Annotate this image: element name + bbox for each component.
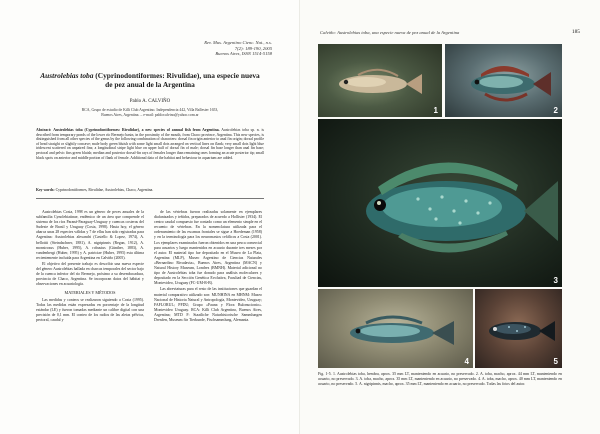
- fish-photo-3: [318, 119, 562, 287]
- title-species: Austrolebias toba: [40, 71, 94, 80]
- article-author: Pablo A. CALVIÑO: [129, 99, 171, 104]
- methods-paragraph-3: Las abreviaturas para el resto de las instituciones que guardan el material comparativo utilizado son: MUNHINA en MHNM: Museo Nacional de Historia Natural y Antropología, Montevideo, Uruguay; FAFLORUL; PFDU; Grupo «Fauna y Flora Bulonucionio». Montevideo Uruguay. RCA: Killi Club Argentino, Buenos Aires, Argentina; MTD F: Staatliche Naturhistorische Sammlungen Dresden, Museum für Tierkunde, Fischsammlung, Alemania.: [154, 287, 262, 322]
- methods-paragraph-1: Las medidas y conteos se realizaron siguiendo a Costa (1995). Todas las medidas están expresadas en porcentaje de la longitud estándar (LE) y fueron tomadas mediante un calibre digital con una precisión de 0,1 mm. El conteo de los radios de las aletas pélvica, pectoral, caudal y: [36, 297, 144, 322]
- journal-name: Rev. Mus. Argentino Cienc. Nat., n.s.: [204, 40, 272, 45]
- author-affiliation: [40, 108, 260, 118]
- article-title: [40, 72, 260, 89]
- figure-caption: Fig. 1-5. 1. Austrolebias toba, hembra, aprox. 35 mm LT, manteniendo en acuario, no preservado. 2. A. toba, macho, aprox. 44 mm LT, manteniendo en acuario, no preservado. 3. A. toba, macho, aprox. 35 mm LT, manteniendo en acuario, no preservado. 4. A. toba, macho, aprox. 40 mm LT, manteniendo en acuario, no preservado. 5. A. nigripinnis, macho, aprox. 35 mm LT, manteniendo en acuario, no preservado. Todas las fotos del autor.: [318, 372, 562, 386]
- methods-paragraph-2: de las vértebras fueron realizadas solamente en ejemplares diafanizados y teñidos, preparados de acuerdo a Hollister (1934). El centro caudal compuesto fue contado como un elemento simple en el recuento de vértebras. En la nomenclatura utilizada para el ordenamiento de las escamas frontales se sigue a Hoedeman (1958) y en la terminología para los neuromastos cefálicos a Costa (2001). Los ejemplares examinados fueron obtenidos en una pesca comercial para acuarios y luego mantenidos en acuario durante tres meses por el autor. El material tipo fue depositado en el Museo de La Plata, Argentina (MLP), Museo Argentino de Ciencias Naturales «Bernardino Rivadavia», Buenos Aires, Argentina (MACN) y Natural History Museum, Londres (BMNH). Material adicional no tipo de Austrolebias toba fue donado para análisis moleculares y depositado en la Sección Genética Evolutiva, Facultad de Ciencias, Montevideo, Uruguay (FC-UM-R-B).: [154, 210, 262, 286]
- male-fish-side-illustration: [318, 289, 473, 368]
- intro-paragraph-2: El objetivo del presente trabajo es describir una nueva especie del género Austrolebias hallada en charcas temporales del sector bajo de la cuenca inferior del río Bermejo, próximo a su desembocadura, provincia de Chaco, Argentina. Se incorporan datos del hábitat y observaciones en acuariología.: [36, 261, 144, 287]
- affiliation-line-2: Buenos Aires, Argentina. – e-mail: pablocalvino@yahoo.com.ar: [101, 112, 199, 117]
- male-fish-illustration: [445, 44, 562, 117]
- abstract: [36, 128, 264, 160]
- photo-number-2: 2: [553, 106, 558, 115]
- journal-volume: 7(2): 189-190, 2005: [234, 45, 272, 51]
- keywords-list: Cyprinodontiformes, Rivulidae, Austrolebias, Chaco, Argentina.: [55, 188, 154, 192]
- body-column-2: [154, 210, 262, 324]
- photo-number-1: 1: [433, 106, 438, 115]
- methods-heading: MATERIALES Y MÉTODOS: [64, 290, 116, 296]
- journal-citation: [204, 40, 272, 57]
- male-fish-closeup-illustration: [318, 119, 562, 287]
- abstract-body: Austrolebias toba sp. n. is described from temporary ponds of the lower río Bermejo basin, in the proximity of the mouth, from Chaco province, Argentina. This new species, is distinguished from all other species of the genus by the following combination of characters: dorsal fin origin anterior to anal fin origin; dorsal profile of head straight or slightly concave; male body green bluish with some light small dots arranged on vertical lines on flank; very small dots light blue iridescent scattered on unpaired fins; a longitudinal stripe light blue on upper half of dorsal fin of male; dorsal fin base longer than anal fin base; pectoral and pelvic fins green bluish; median and posterior dorsal-fin rays of females longer than remaining ones forming an acute posterior tip; small black spots on anterior and middle portion of flank of female. Additional data of the habitat and behaviour in aquarium are added.: [36, 128, 264, 160]
- female-fish-illustration: [318, 44, 442, 117]
- fish-photo-1: [318, 44, 442, 117]
- running-head: Calviño: Austrolebias toba, una especie nueva de pez anual de la Argentina: [320, 30, 460, 35]
- keywords: [36, 188, 264, 193]
- abstract-divider: [36, 198, 264, 199]
- fish-photo-4: [318, 289, 473, 368]
- abstract-label: Abstract:: [36, 128, 52, 132]
- body-column-1: [36, 210, 144, 324]
- nigripinnis-fish-illustration: [475, 289, 562, 368]
- keywords-label: Key words:: [36, 188, 55, 192]
- abstract-heading: Austrolebias toba (Cyprinodontiformes: Rivulidae), a new species of annual fish from Argentina.: [53, 128, 220, 132]
- photo-number-4: 4: [464, 357, 469, 366]
- title-rest: (Cyprinodontiformes: Rivulidae), una especie nueva de pez anual de la Argentina: [95, 71, 260, 89]
- photo-number-3: 3: [553, 276, 558, 285]
- photo-number-5: 5: [553, 357, 558, 366]
- journal-issn: Buenos Aires, ISSN 1514-5158: [215, 51, 272, 57]
- fish-photo-5: [475, 289, 562, 368]
- page-number: 185: [571, 29, 580, 35]
- fish-photo-2: [445, 44, 562, 117]
- intro-paragraph-1: Austrolebias Costa, 1998 es un género de peces anuales de la subfamilia Cynolebiatinae, endémico de un área que comprende el sistema de los ríos Paraná-Paraguay-Uruguay y cuencas costeras del Sudeste de Brasil y Uruguay (Costa, 1998). Hasta hoy, el género abarca unas 28 especies válidas y 7 de ellas han sido registradas para Argentina: Austrolebias alexandri (Castello & Lopez, 1974), A. bellottii (Steindachner, 1881), A. nigripinnis (Regan, 1912), A. monstrosus (Huber, 1995), A. robustus (Günther, 1883), A. vandenbergi (Huber, 1995) y A. patriciae (Huber, 1995) esta última recientemente incluida para Argentina en Calviño (2005).: [36, 210, 144, 260]
- affiliation-line-1: RCA, Grupo de estudio de Killi Club Argentino. Independencia 442, Villa Ballester 1653,: [81, 108, 219, 112]
